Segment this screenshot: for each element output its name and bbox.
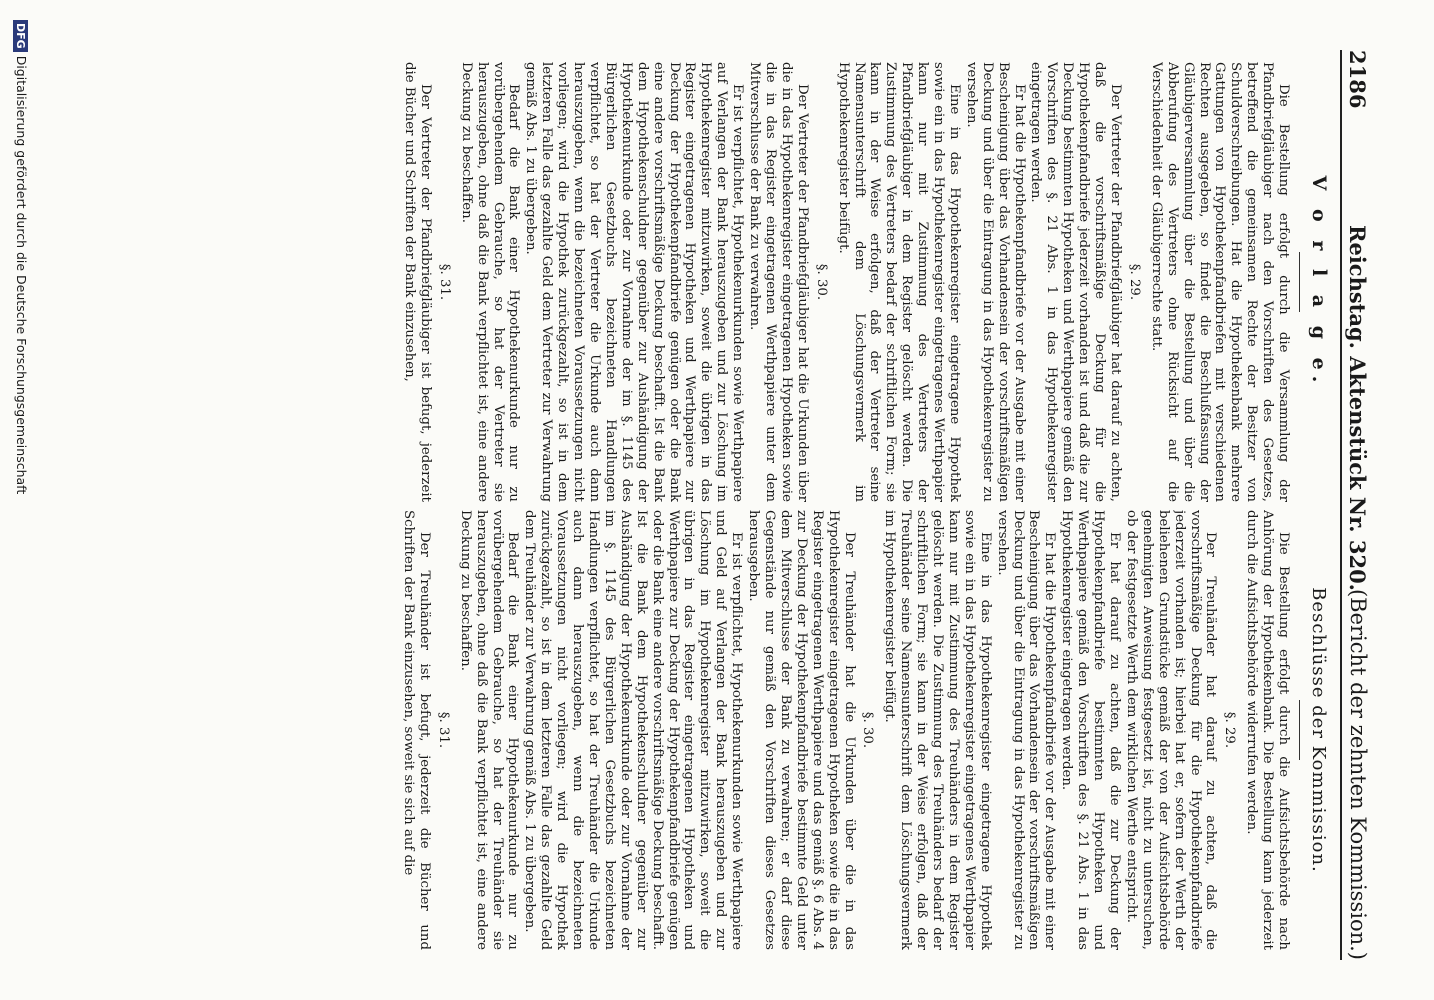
paragraph: Er hat darauf zu achten, daß die zur Deckung der Hypothekenpfandbriefe bestimmten Hypotheken und Werthpapiere gemäß den Vorschriften des §. 21 Abs. 1 in das Hypothekenregister eingetragen werden. xyxy=(1059,510,1123,950)
section-heading: §. 29. xyxy=(1222,711,1238,749)
column-vorlage xyxy=(79,62,1334,502)
column-title: Beschlüsse der Kommission. xyxy=(1308,587,1329,873)
paragraph: Der Treuhänder ist befugt, jederzeit die Bücher und Schriften der Bank einzusehen, soweit sie sich auf die xyxy=(401,510,432,950)
section-heading: §. 29. xyxy=(1126,263,1142,301)
paragraph: Der Vertreter der Pfandbriefgläubiger hat darauf zu achten, daß die vorschriftsmäßige Deckung für die Hypothekenpfandbriefe jederzeit vorhanden ist und daß die zur Deckung bestimmten Hypotheken und Werthpapiere gemäß den Vorschriften des §. 21 Abs. 1 in das Hypothekenregister eingetragen werden. xyxy=(1028,62,1124,502)
section-heading: §. 31. xyxy=(436,263,452,301)
paragraph: Der Vertreter der Pfandbriefgläubiger hat die Urkunden über die in das Hypothekenregister eingetragenen Hypotheken sowie die in das Register eingetragenen Werthpapiere unter dem Mitverschlusse der Bank zu verwahren. xyxy=(747,62,810,502)
header-document-reference: Reichstag. Aktenstück Nr. 320. xyxy=(1345,225,1370,591)
header-report-reference: (Bericht der zehnten Kommission.) xyxy=(1346,588,1370,960)
paragraph: Eine in das Hypothekenregister eingetragene Hypothek sowie ein in das Hypothekenregister eingetragenes Werthpapier kann nur mit Zustimmung des Vertreters der Pfandbriefgläubiger in dem Register gelöscht werden. Die Zustimmung des Vertreters bedarf der schriftlichen Form; sie kann in der Weise erfolgen, daß der Vertreter seine Namensunterschrift dem Löschungsvermerk im Hypothekenregister beifügt. xyxy=(835,62,962,502)
section-heading: §. 30. xyxy=(860,711,876,749)
paragraph: Der Treuhänder hat die Urkunden über die in das Hypothekenregister eingetragenen Hypotheken sowie die in das Register eingetragenen Werthpapiere und das gemäß §. 6 Abs. 4 zur Deckung der Hypothekenpfandbriefe bestimmte Geld unter dem Mitverschlusse der Bank zu verwahren; er darf diese Gegenstände nur gemäß den Vorschriften dieses Gesetzes herausgeben. xyxy=(746,510,857,950)
paragraph: Eine in das Hypothekenregister eingetragene Hypothek sowie ein in das Hypothekenregister eingetragenes Werthpapier kann nur mit Zustimmung des Treuhänders in dem Register gelöscht werden. Die Zustimmung des Treuhänders bedarf der schriftlichen Form; sie kann in der Weise erfolgen, daß der Treuhänder seine Namensunterschrift dem Löschungsvermerk im Hypothekenregister beifügt. xyxy=(882,510,993,950)
paragraph: Die Bestellung erfolgt durch die Aufsichtsbehörde nach Anhörung der Hypothekenbank. Die Bestellung kann jederzeit durch die Aufsichtsbehörde widerrufen werden. xyxy=(1244,510,1292,950)
paragraph: Er ist verpflichtet, Hypothekenurkunden sowie Werthpapiere und Geld auf Verlangen der Bank herauszugeben und zur Löschung im Hypothekenregister mitzuwirken, soweit die übrigen in das Register eingetragenen Hypotheken und Werthpapiere zur Deckung der Hypothekenpfandbriefe genügen oder die Bank eine andere vorschriftsmäßige Deckung beschafft. Ist die Bank dem Hypothekenschuldner gegenüber zur Aushändigung der Hypothekenurkunde oder zur Vornahme der im §. 1145 des Bürgerlichen Gesetzbuchs bezeichneten Handlungen verpflichtet, so hat der Treuhänder die Urkunde auch dann herauszugeben, wenn die bezeichneten Voraussetzungen nicht vorliegen; wird die Hypothek zurückgezahlt, so ist in dem letzteren Falle das gezahlte Geld dem Treuhänder zur Verwahrung gemäß Abs. 1 zu übergeben. xyxy=(522,510,745,950)
page-header xyxy=(1340,50,1376,960)
dfg-logo: DFG xyxy=(13,20,28,52)
column-title: V o r l a g e. xyxy=(1308,175,1330,389)
column-body xyxy=(400,510,1291,950)
paragraph: Er hat die Hypothekenpfandbriefe vor der Ausgabe mit einer Bescheinigung über das Vorhandensein der vorschriftsmäßigen Deckung und über die Eintragung in das Hypothekenregister zu versehen. xyxy=(963,62,1027,502)
credit-text: Digitalisierung gefördert durch die Deutsche Forschungsgemeinschaft xyxy=(14,55,29,495)
page-number: 2186 xyxy=(1345,50,1370,109)
paragraph: Bedarf die Bank einer Hypothekenurkunde nur zu vorübergehendem Gebrauche, so hat der Vertreter sie herauszugeben, ohne daß die Bank verpflichtet ist, eine andere Deckung zu beschaffen. xyxy=(458,62,522,502)
column-body xyxy=(401,62,1291,502)
title-rule xyxy=(1299,252,1300,312)
paragraph: Bedarf die Bank einer Hypothekenurkunde nur zu vorübergehendem Gebrauche, so hat der Treuhänder sie herauszugeben, ohne daß die Bank verpflichtet ist, eine andere Deckung zu beschaffen. xyxy=(457,510,521,950)
column-beschluesse xyxy=(79,510,1334,950)
section-heading: §. 31. xyxy=(435,711,451,749)
paragraph: Er ist verpflichtet, Hypothekenurkunden sowie Werthpapiere auf Verlangen der Bank herauszugeben und zur Löschung im Hypothekenregister mitzuwirken, soweit die übrigen in das Register eingetragenen Hypotheken und Werthpapiere zur Deckung der Hypothekenpfandbriefe genügen oder die Bank eine andere vorschriftsmäßige Deckung beschafft. Ist die Bank dem Hypothekenschuldner gegenüber zur Aushändigung der Hypothekenurkunde oder zur Vornahme der im §. 1145 des Bürgerlichen Gesetzbuchs bezeichneten Handlungen verpflichtet, so hat der Vertreter die Urkunde auch dann herauszugeben, wenn die bezeichneten Voraussetzungen nicht vorliegen; wird die Hypothek zurückgezahlt, so ist in dem letzteren Falle das gezahlte Geld dem Vertreter zur Verwahrung gemäß Abs. 1 zu übergeben. xyxy=(523,62,746,502)
paragraph: Der Treuhänder hat darauf zu achten, daß die vorschriftsmäßige Deckung für die Hypothekenpfandbriefe jederzeit vorhanden ist; hierbei hat er, sofern der Werth der beliehenen Grundstücke gemäß der von der Aufsichtsbehörde genehmigten Anweisung festgesetzt ist, nicht zu untersuchen, ob der festgesetzte Werth dem wirklichen Werthe entspricht. xyxy=(1123,510,1219,950)
paragraph: Der Vertreter der Pfandbriefgläubiger ist befugt, jederzeit die Bücher und Schriften der Bank einzusehen, xyxy=(402,62,433,502)
paragraph: Die Bestellung erfolgt durch die Versammlung der Pfandbriefgläubiger nach den Vorschriften des Gesetzes, betreffend die gemeinsamen Rechte der Besitzer von Schuldverschreibungen. Hat die Hypothekenbank mehrere Gattungen von Hypothekenpfandbriefen mit verschiedenen Rechten ausgegeben, so findet die Beschlußfassung der Gläubigerversammlung über die Bestellung und über die Abberufung des Vertreters ohne Rücksicht auf die Verschiedenheit der Gläubigerrechte statt. xyxy=(1148,62,1292,502)
section-heading: §. 30. xyxy=(813,263,829,301)
paragraph: Er hat die Hypothekenpfandbriefe vor der Ausgabe mit einer Bescheinigung über das Vorhandensein der vorschriftsmäßigen Deckung und über die Eintragung in das Hypothekenregister zu versehen. xyxy=(994,510,1058,950)
title-rule xyxy=(1299,700,1300,760)
digitization-credit xyxy=(13,20,29,494)
